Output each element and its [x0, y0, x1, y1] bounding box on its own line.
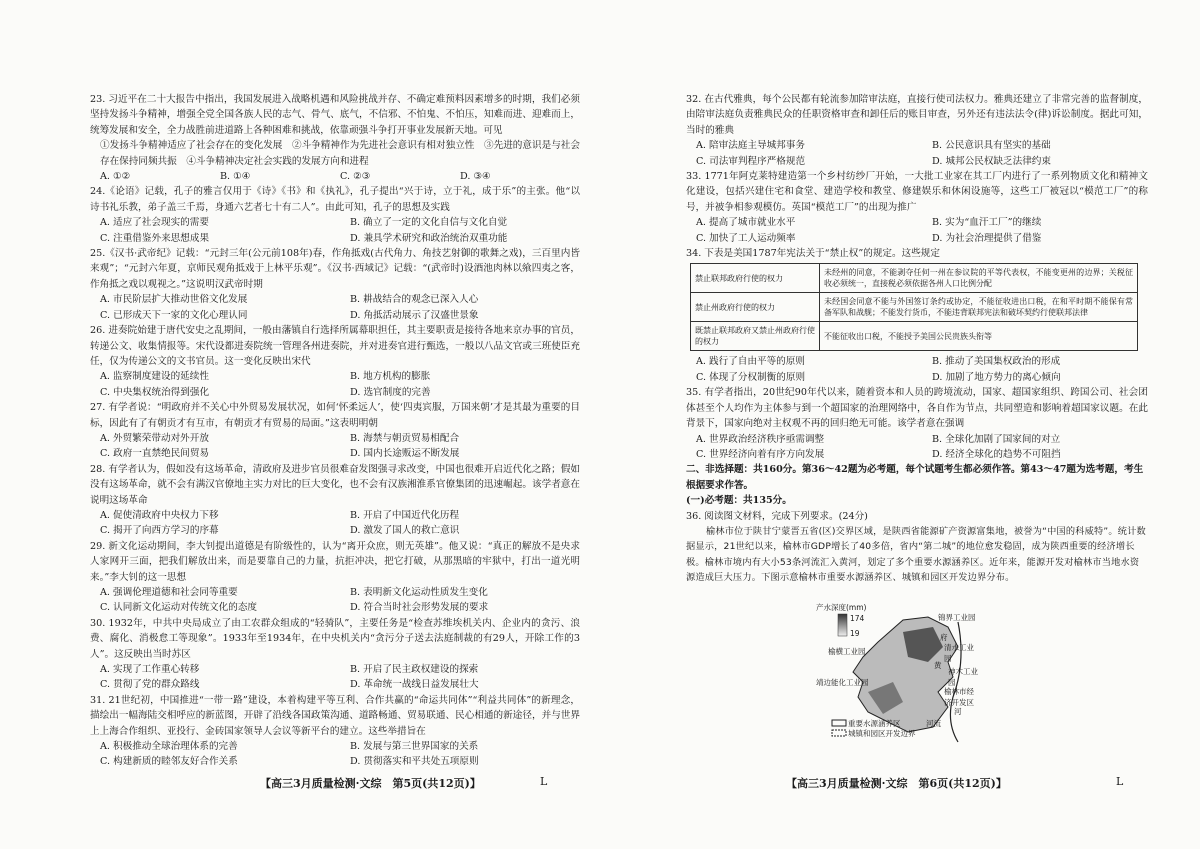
- left-page: [90, 92, 580, 770]
- question-36-material: 榆林市位于陕甘宁蒙晋五省(区)交界区域，是陕西省能源矿产资源富集地，被誉为“中国的科威特”。统计数据显示，21世纪以来，榆林市GDP增长了40多倍，省内“第二城”的地位愈发稳固，成为陕西重要的经济增长极。榆林市境内有大小53条河流汇入黄河，划定了多个重要水源涵养区。近年来，能源开发对榆林市当地水资源造成巨大压力。下图示意榆林市重要水源涵养区、城镇和园区开发边界分布。: [686, 525, 1146, 584]
- legend-box-1: [832, 720, 846, 726]
- right-footer: 【高三3月质量检测·文综 第6页(共12页)】 L: [786, 775, 1124, 790]
- table-row: 禁止州政府行使的权力 未经国会同意不能与外国签订条约或协定，不能征收进出口税，在和平时期不能保有常备军队和战舰；不能发行货币，不能违背联邦宪法和破坏契约行使联邦法律: [691, 293, 1138, 322]
- section-heading: 二、非选择题：共160分。第36～42题为必考题，每个试题考生都必须作答。第43～47题为选考题，考生根据要求作答。: [686, 464, 1144, 491]
- question-33: 33. 1771年阿克莱特建造第一个乡村纺纱厂开始，一大批工业家在其工厂内进行了一系列物质文化和精神文化建设，包括兴建住宅和食堂、建造学校和教堂、修建娱乐和休闲设施等，这些工厂被冠以“模范工厂”的称号，并被争相参观模仿。英国“模范工厂”的出现为推广 A. 提高了城市就业水平 B. 实为“血汗工厂”的继续 C. 加快了工人运动频率 D. 为社会治理提供了借鉴: [686, 171, 1148, 244]
- question-24: 24.《论语》记载，孔子的雅言仅用于《诗》《书》和《执礼》，孔子提出“兴于诗，立于礼，成于乐”的主张。他“以诗书礼乐教，弟子盖三千焉，身通六艺者七十有二人”。由此可知，孔子的思想及实践 A. 适应了社会现实的需要 B. 确立了一定的文化自信与文化自觉 C. 注重借鉴外来思想成果 D. 兼具学术研究和政治统治双重功能: [90, 186, 580, 244]
- yulin-map: 产水深度(mm) 174 19 锦界工业园 清水工业园 榆横工业园 神木工业园 靖边能化工业园 榆林市经济开发区 府 黄 河 河流 重要水源涵养区 城镇和园区开发边界: [808, 602, 988, 750]
- question-26: 26. 进奏院始建于唐代安史之乱期间，一般由藩镇自行选择所属幕职担任，其主要职责是接待各地来京办事的官员，转递公文、收集情报等。宋代设都进奏院统一管理各州进奏院，并对进奏官进行甄选，一般以八品文官或三班使臣充任，仅为传递公文的文书官员。这一变化反映出宋代 A. 监察制度建设的延续性 B. 地方机构的膨胀 C. 中央集权统治得到强化 D. 选官制度的完善: [90, 325, 580, 398]
- legend-gradient: [838, 614, 847, 636]
- question-35: 35. 有学者指出，20世纪90年代以来，随着资本和人员的跨境流动，国家、超国家组织、跨国公司、社会团体甚至个人均作为主体参与到一个超国家的治理网络中，各自作为节点，共同塑造和影响着超国家议题。在此背景下，国家向绝对主权观不再的回归绝无可能。该学者意在强调 A. 世界政治经济秩序亟需调整 B. 全球化加剧了国家间的对立 C. 世界经济向着有序方向发展 D. 经济全球化的趋势不可阻挡: [686, 387, 1148, 460]
- question-23: 23. 习近平在二十大报告中指出，我国发展进入战略机遇和风险挑战并存、不确定难预料因素增多的时期，我们必须坚持发扬斗争精神，增强全党全国各族人民的志气、骨气、底气，不信邪、不怕鬼、不怕压，知难而进、迎难而上，统筹发展和安全，全力战胜前进道路上各种困难和挑战，依靠顽强斗争打开事业发展新天地。可见 ①发扬斗争精神适应了社会存在的变化发展 ②斗争精神作为先进社会意识有相对独立性 ③先进的意识是与社会存在保持同频共振 ④斗争精神决定社会实践的发展方向和进程 A. ①② B. ①④ C. ②③ D. ③④: [90, 94, 580, 183]
- question-30: 30. 1932年，中共中央局成立了由工农群众组成的“轻骑队”，主要任务是“检查苏维埃机关内、企业内的贪污、浪费、腐化、消极怠工等现象”。1933年至1934年，在中央机关内“贪污分子送去法庭制裁的有29人，开除工作的3人”。这反映出当时苏区 A. 实现了工作重心转移 B. 开启了民主政权建设的探索 C. 贯彻了党的群众路线 D. 革命统一战线日益发展壮大: [90, 617, 580, 691]
- left-footer: 【高三3月质量检测·文综 第5页(共12页)】 L: [260, 775, 548, 790]
- question-31: 31. 21世纪初，中国推进“一带一路”建设，本着构建平等互利、合作共赢的“命运共同体”“利益共同体”的新理念，描绘出一幅海陆交相呼应的新蓝图，开辟了沿线各国政策沟通、道路畅通、贸易联通、民心相通的新途径，并与世界上上海合作组织、亚投行、金砖国家领导人会议等新平台的建立。这些举措旨在 A. 积极推动全球治理体系的完善 B. 发展与第三世界国家的关系 C. 构建新质的睦邻友好合作关系 D. 贯彻落实和平共处五项原则: [90, 694, 580, 768]
- right-page: [686, 92, 1148, 586]
- legend-box-2: [832, 730, 846, 736]
- question-29: 29. 新文化运动期间，李大钊提出道德是有阶级性的，认为“离开众庶，则无英雄”。他又说：“真正的解放不是央求人家网开三面，把我们解放出来，而是要靠自己的力量，抗拒冲决，把它打破，从那黑暗的牢狱中，打出一道光明来。”李大钊的这一思想 A. 强调伦理道德和社会同等重要 B. 表明新文化运动性质发生变化 C. 认同新文化运动对传统文化的态度 D. 符合当时社会形势发展的要求: [90, 540, 580, 614]
- table-row: 禁止联邦政府行使的权力 未经州的同意，不能剥夺任何一州在参议院的平等代表权，不能变更州的边界；关税征收必须统一，直接税必须依据各州人口比例分配: [691, 264, 1138, 293]
- question-27: 27. 有学者说：“明政府并不关心中外贸易发展状况，如何‘怀柔远人’，使‘四夷宾服，万国来朝’才是其最为重要的目标，因此有了有朝贡才有互市，有朝贡才有贸易的局面。”这表明明朝 A. 外贸繁荣带动对外开放 B. 海禁与朝贡贸易相配合 C. 政府一直禁绝民间贸易 D. 国内长途贩运不断发展: [90, 402, 580, 460]
- question-36: 36. 阅读图文材料，完成下列要求。(24分): [686, 510, 868, 522]
- question-28: 28. 有学者认为，假如没有这场革命，清政府及进步官员很难奋发图强寻求改变，中国也很难开启近代化之路；假如没有这场革命，就不会有满汉官僚地主实力对比的巨大变化，也不会有汉族湘淮系官僚集团的迅速崛起。该学者意在说明这场革命 A. 促使清政府中央权力下移 B. 开启了中国近代化历程 C. 揭开了向西方学习的序幕 D. 激发了国人的救亡意识: [90, 463, 580, 537]
- section-subheading: (一)必考题：共135分。: [686, 495, 792, 507]
- question-34: 34. 下表是美国1787年宪法关于“禁止权”的规定。这些规定 禁止联邦政府行使的权力 未经州的同意，不能剥夺任何一州在参议院的平等代表权，不能变更州的边界；关税征收必须统一，直接税必须依据各州人口比例分配 禁止州政府行使的权力 未经国会同意不能与外国签订条约或协定，不能征收进出口税，在和平时期不能保有常备军队和战舰；不能发行货币，不能违背联邦宪法和破坏契约行使联邦法律 既禁止联邦政府又禁止州政府行使的权力 不能征收出口税，不能授予美国公民贵族头衔等 A. 践行了自由平等的原则 B. 推动了美国集权政治的形成 C. 体现了分权制衡的原则 D. 加剧了地方势力的离心倾向: [686, 246, 1148, 385]
- table-row: 既禁止联邦政府又禁止州政府行使的权力 不能征收出口税，不能授予美国公民贵族头衔等: [691, 322, 1138, 351]
- question-25: 25.《汉书·武帝纪》记载：“元封三年(公元前108年)春，作角抵戏(古代角力、角技艺射御的歌舞之戏)，三百里内皆来观”；“元封六年夏，京师民观角抵戏于上林平乐观”。《汉书·西域记》记载：“(武帝时)设酒池肉林以飨四夷之客，作角抵之戏以观视之。”这说明汉武帝时期 A. 市民阶层扩大推动世俗文化发展 B. 耕战结合的观念已深入人心 C. 已形成天下一家的文化心理认同 D. 角抵活动展示了汉盛世景象: [90, 248, 580, 321]
- question-32: 32. 在古代雅典，每个公民都有轮流参加陪审法庭，直接行使司法权力。雅典还建立了非常完善的监督制度，由陪审法庭负责雅典民众的任职资格审查和卸任后的账目审查，另外还有违法法令(律)诉讼制度。据此可知，当时的雅典 A. 陪审法庭主导城邦事务 B. 公民意识具有坚实的基础 C. 司法审判程序严格规范 D. 城邦公民权缺乏法律约束: [686, 94, 1148, 167]
- prohibition-table: [690, 263, 1138, 351]
